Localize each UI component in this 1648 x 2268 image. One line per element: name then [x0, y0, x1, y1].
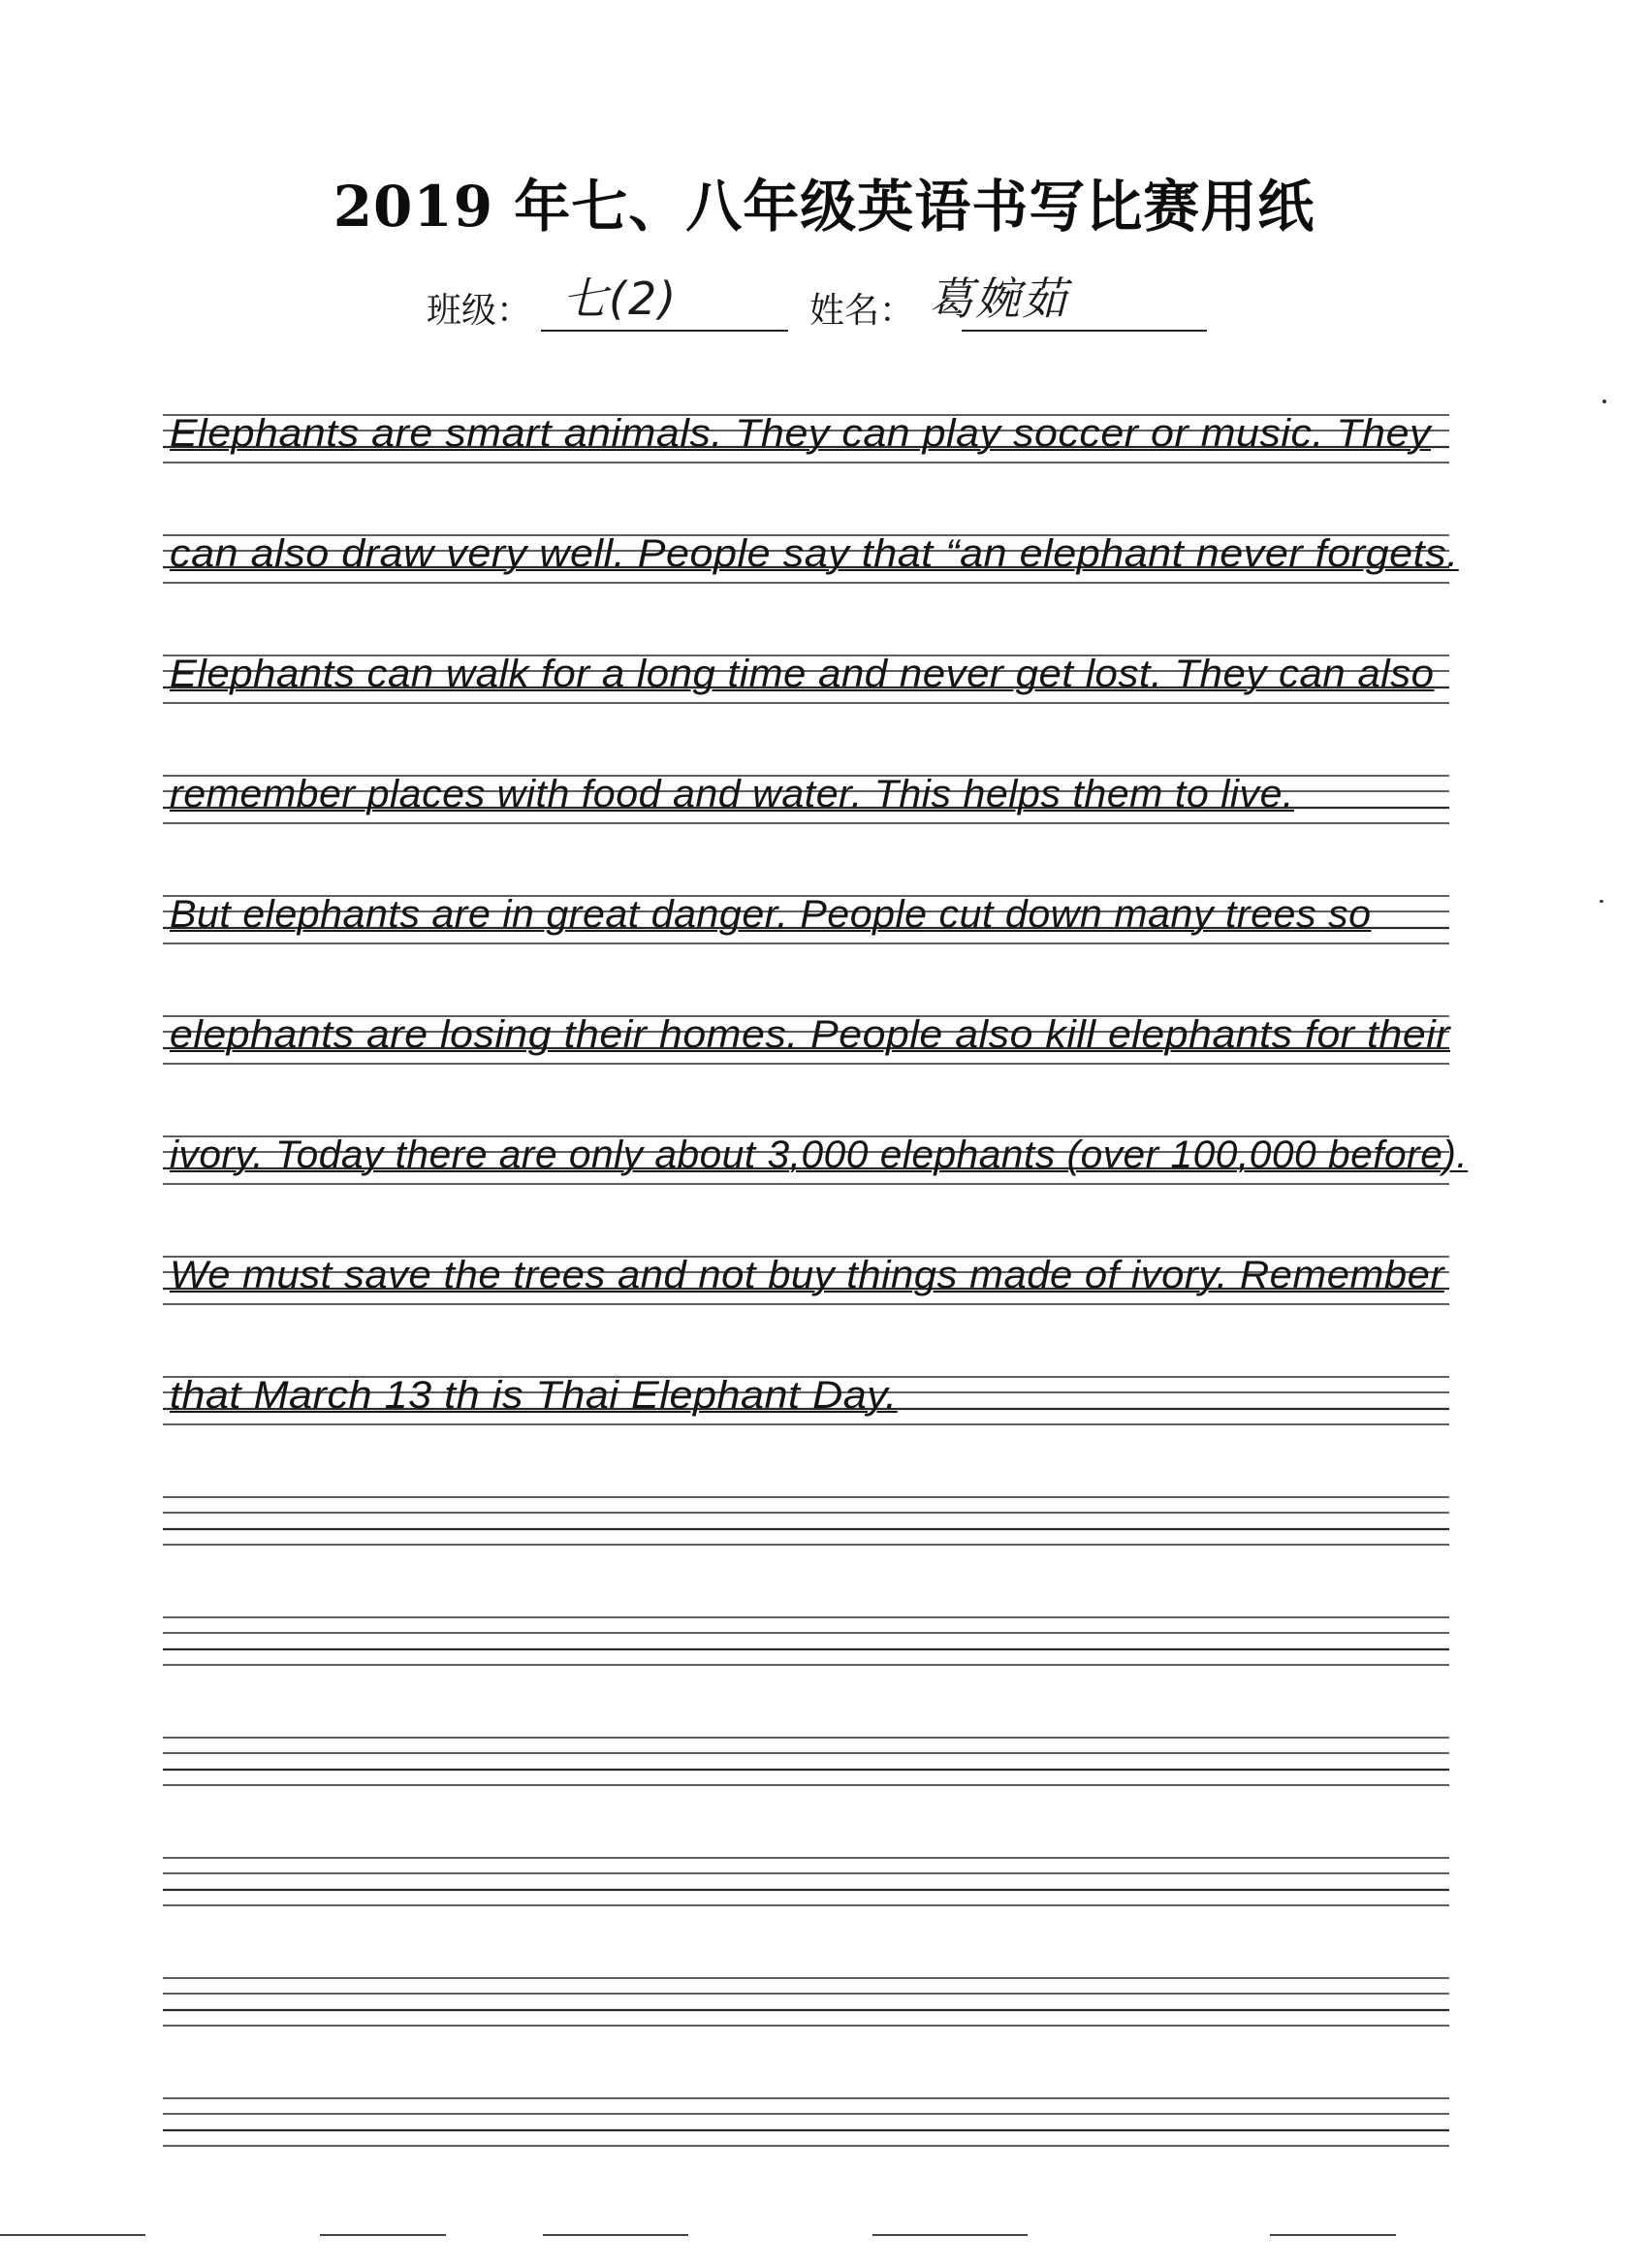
essay-line: ivory. Today there are only about 3,000 elephants (over 100,000 before).	[170, 1134, 1469, 1176]
page-title: 2019 年七、八年级英语书写比赛用纸	[333, 174, 1315, 240]
scan-edge-mark	[1270, 2234, 1396, 2236]
scan-edge-mark	[872, 2234, 1028, 2236]
essay-line: that March 13 th is Thai Elephant Day.	[170, 1374, 898, 1417]
scan-speck	[1602, 399, 1606, 403]
name-value: 葛婉茹	[929, 272, 1068, 325]
essay-line: remember places with food and water. This helps them to live.	[170, 773, 1294, 815]
essay-line: We must save the trees and not buy things made of ivory. Remember	[170, 1254, 1444, 1296]
essay-line: can also draw very well. People say that “an elephant never forgets.	[170, 532, 1459, 575]
scan-edge-mark	[0, 2234, 145, 2236]
scan-edge-mark	[543, 2234, 688, 2236]
name-label: 姓名：	[809, 291, 915, 331]
class-label: 班级：	[427, 291, 532, 331]
essay-line: elephants are losing their homes. People also kill elephants for their	[170, 1013, 1451, 1056]
essay-line: But elephants are in great danger. People cut down many trees so	[170, 893, 1372, 936]
scan-edge-mark	[320, 2234, 446, 2236]
essay-line: Elephants are smart animals. They can play soccer or music. They	[170, 412, 1431, 455]
scan-speck	[1600, 900, 1603, 903]
essay-line: Elephants can walk for a long time and never get lost. They can also	[170, 653, 1435, 695]
class-value: 七(2)	[562, 272, 679, 325]
